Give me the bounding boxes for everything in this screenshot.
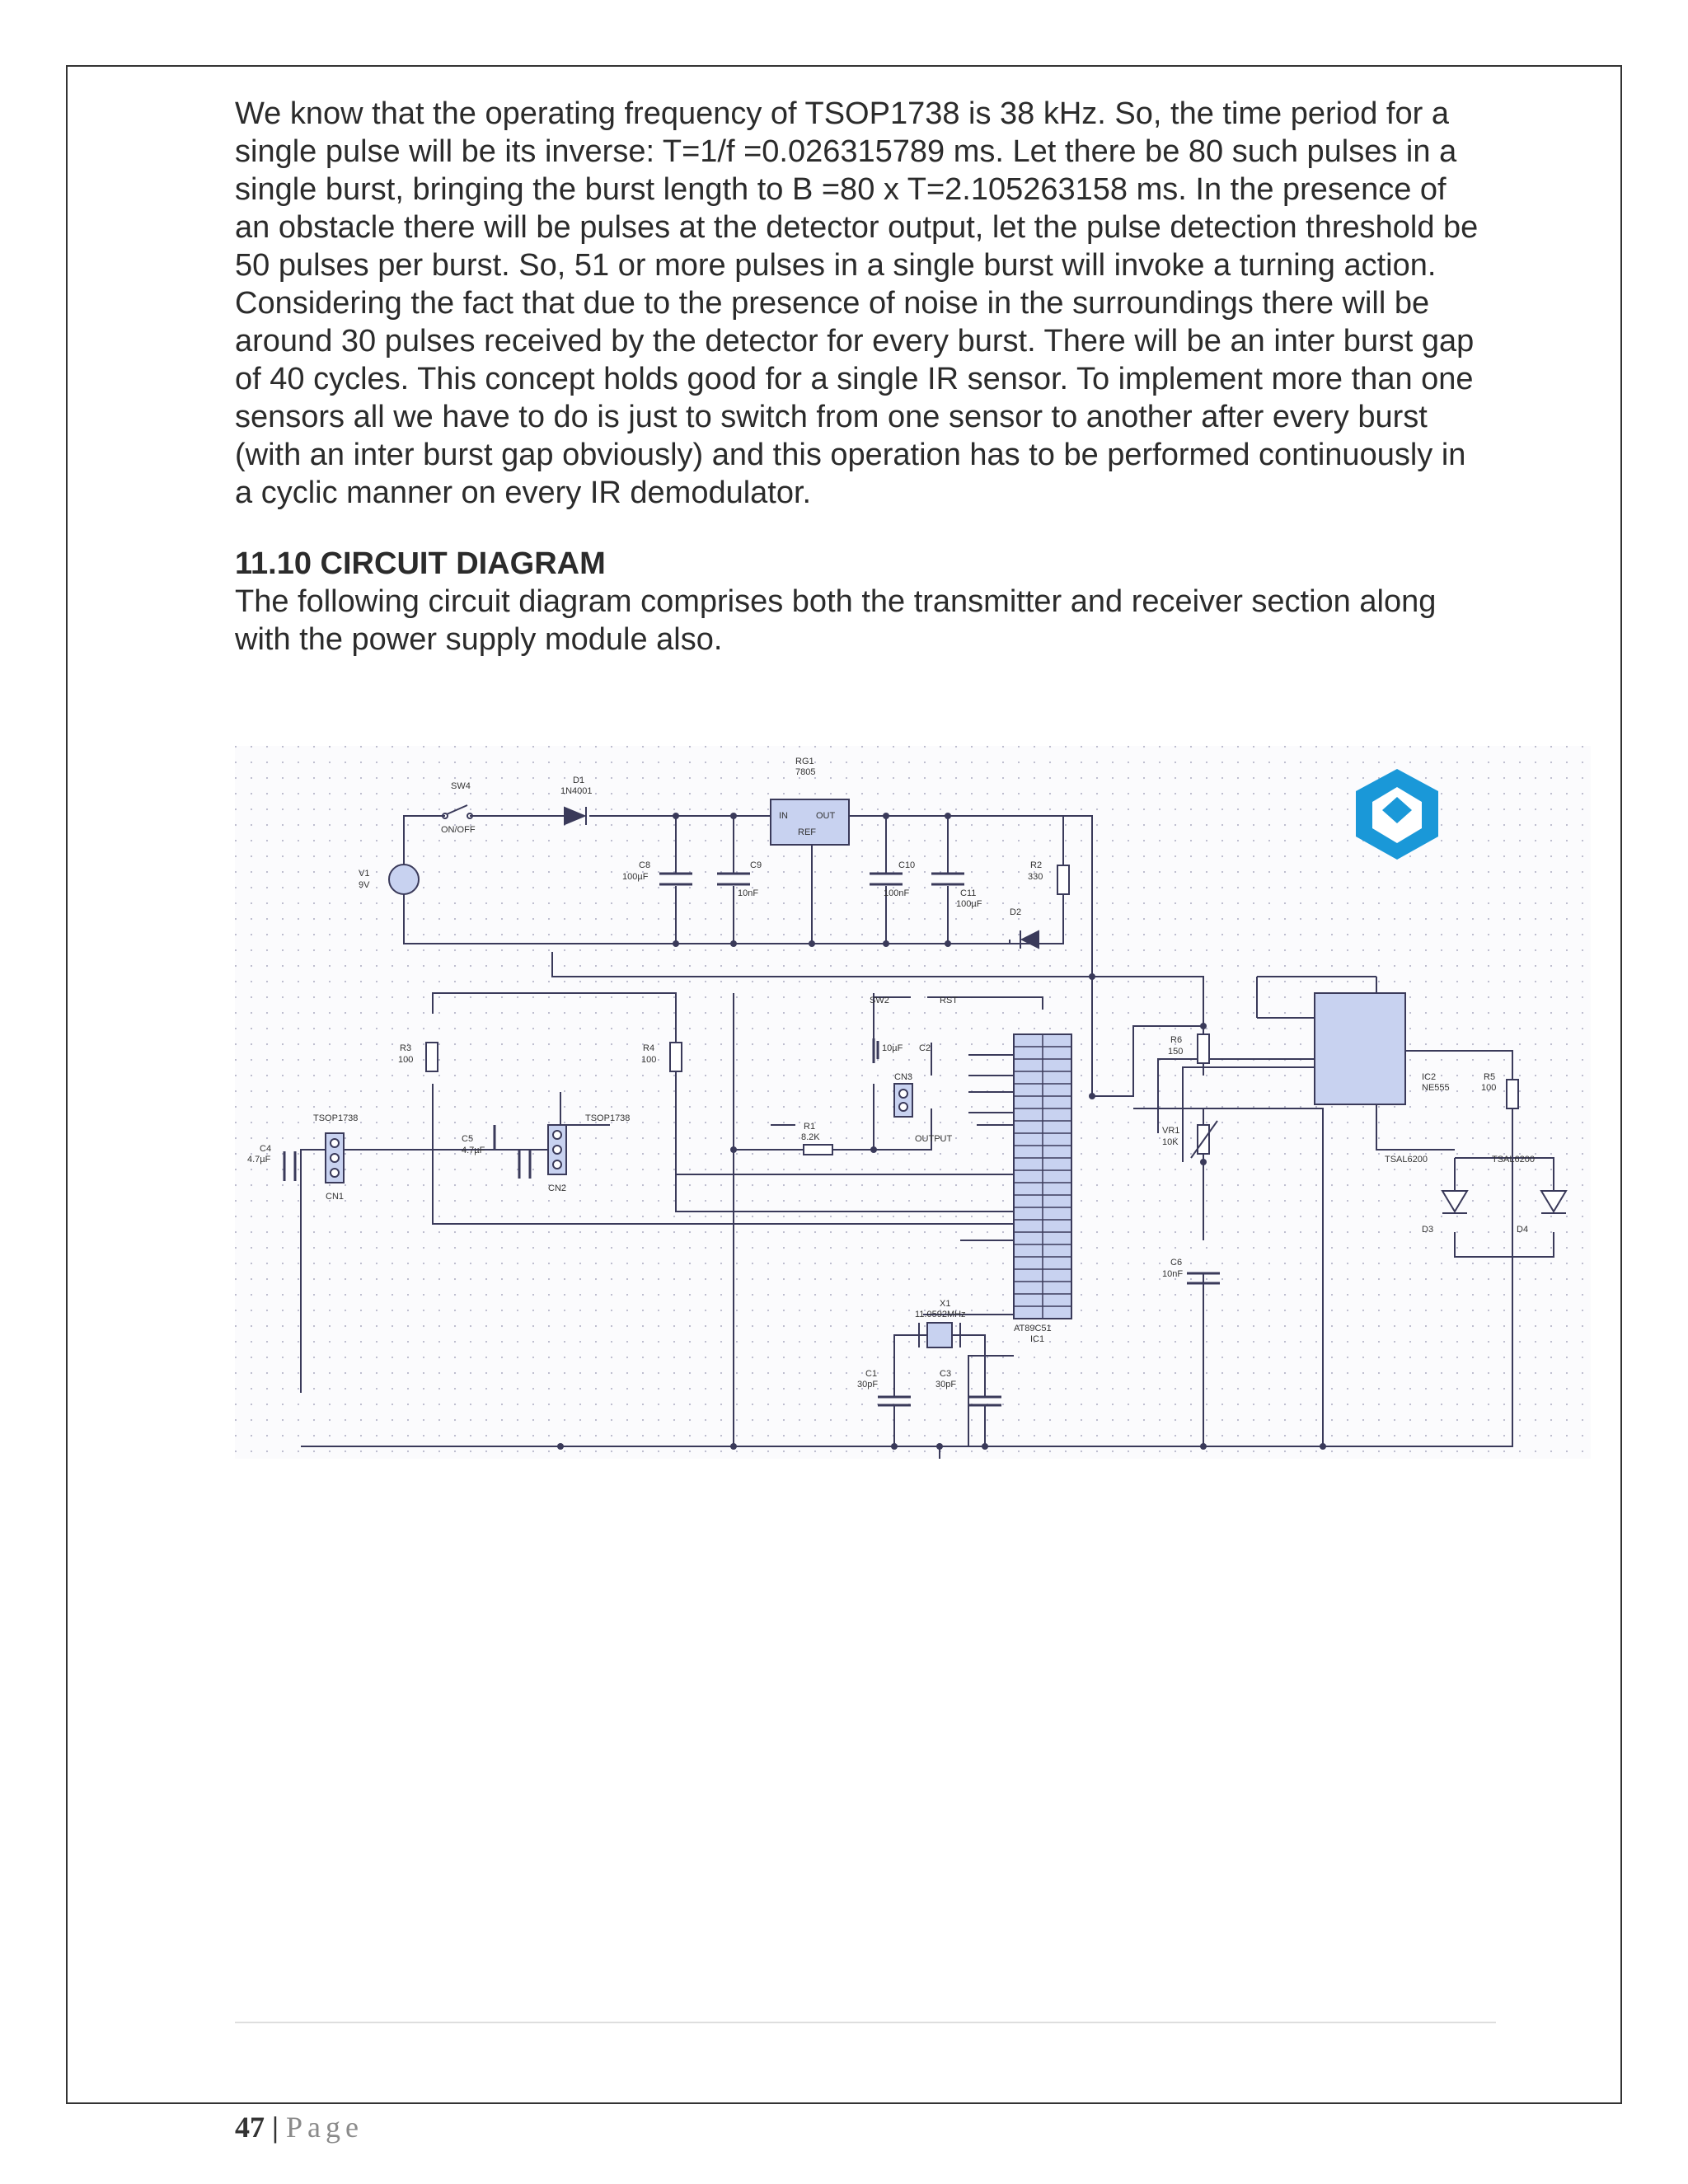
label-c3-val: 30pF — [935, 1380, 957, 1390]
label-r6: R6 — [1170, 1035, 1183, 1045]
label-c2: C2 — [919, 1043, 931, 1053]
label-rg1-part: 7805 — [795, 767, 816, 777]
label-r2-val: 330 — [1028, 872, 1043, 882]
label-vr1-val: 10K — [1162, 1137, 1179, 1147]
label-ic2-part: NE555 — [1422, 1083, 1450, 1093]
connector-cn3 — [894, 1084, 912, 1117]
label-c10: C10 — [898, 860, 916, 870]
circuit-diagram — [235, 746, 1591, 1459]
label-c11: C11 — [960, 888, 977, 898]
regulator-rg1 — [771, 799, 849, 845]
label-mcu: AT89C51 — [1014, 1324, 1052, 1333]
label-reg-in: IN — [779, 811, 788, 821]
footer-rule — [235, 2022, 1496, 2023]
label-c6-val: 10nF — [1162, 1269, 1184, 1279]
label-r6-val: 150 — [1168, 1047, 1184, 1057]
label-v1-val: 9V — [359, 880, 370, 890]
label-v1: V1 — [359, 869, 370, 879]
label-vr1: VR1 — [1162, 1126, 1180, 1136]
section-text: The following circuit diagram comprises both the transmitter and receiver section along with the power supply module also. — [235, 584, 1437, 657]
body-paragraph: We know that the operating frequency of TSOP1738 is 38 kHz. So, the time period for a single pulse will be its inverse: T=1/f =0.026315789 ms. Let there be 80 such pulses in a single burst, bringing the burst length to B =80 x T=2.105263158 ms. In the presence of an obstacle there will be pulses at the detector output, let the pulse detection threshold be 50 pulses per burst. So, 51 or more pulses in a single burst will invoke a turning action. Considering the fact that due to the presence of noise in the surroundings there will be around 30 pulses received by the detector for every burst. There will be an inter burst gap of 40 cycles. This concept holds good for a single IR sensor. To implement more than one sensors all we have to do is just to switch from one sensor to another after every burst (with an inter burst gap obviously) and this operation has to be performed continuously in a cyclic manner on every IR demodulator. — [235, 96, 1479, 510]
label-r1: R1 — [804, 1122, 816, 1132]
label-reg-out: OUT — [816, 811, 836, 821]
label-c1-val: 30pF — [857, 1380, 879, 1390]
label-mcu-ref: IC1 — [1030, 1334, 1045, 1344]
label-cn2: CN2 — [548, 1183, 567, 1193]
label-tsop-a: TSOP1738 — [313, 1113, 359, 1123]
label-d1: D1 — [573, 776, 585, 785]
page-number: 47 — [235, 2111, 265, 2144]
label-tsop-b: TSOP1738 — [585, 1113, 631, 1123]
label-c9: C9 — [750, 860, 762, 870]
label-c5: C5 — [462, 1134, 474, 1144]
label-r2: R2 — [1030, 860, 1043, 870]
page-content — [235, 95, 1488, 658]
label-r4-val: 100 — [641, 1055, 657, 1065]
label-c8: C8 — [639, 860, 651, 870]
label-x1: X1 — [940, 1299, 951, 1309]
label-led-b: TSAL6200 — [1492, 1155, 1535, 1165]
connector-cn1 — [326, 1133, 344, 1183]
label-output: OUTPUT — [915, 1134, 953, 1144]
label-led-a: TSAL6200 — [1385, 1155, 1428, 1165]
footer-separator: | — [272, 2111, 279, 2144]
label-rg1: RG1 — [795, 757, 814, 766]
page-label: Page — [285, 2111, 363, 2144]
label-c4: C4 — [260, 1144, 272, 1154]
label-c10-val: 100nF — [884, 888, 910, 898]
label-d1-part: 1N4001 — [560, 786, 593, 796]
label-c8-val: 100µF — [622, 872, 649, 882]
label-c5-val: 4.7µF — [462, 1146, 485, 1155]
timer-ic2 — [1315, 993, 1405, 1104]
label-sw4-state: ON/OFF — [441, 825, 476, 835]
label-ic2: IC2 — [1422, 1072, 1437, 1082]
label-cn1: CN1 — [326, 1192, 345, 1202]
label-c6: C6 — [1170, 1258, 1183, 1268]
label-r5: R5 — [1484, 1072, 1496, 1082]
label-reg-ref: REF — [798, 827, 816, 837]
label-c9-val: 10nF — [738, 888, 759, 898]
label-c1: C1 — [865, 1369, 878, 1379]
label-c2-val: 10µF — [882, 1043, 903, 1053]
connector-cn2 — [548, 1125, 566, 1174]
label-c4-val: 4.7µF — [247, 1155, 271, 1165]
label-r4: R4 — [643, 1043, 655, 1053]
section-heading: 11.10 CIRCUIT DIAGRAM — [235, 546, 606, 581]
label-d2: D2 — [1010, 907, 1022, 917]
label-r5-val: 100 — [1481, 1083, 1497, 1093]
label-sw4: SW4 — [451, 781, 471, 791]
label-d4: D4 — [1517, 1225, 1529, 1235]
label-r3-val: 100 — [398, 1055, 414, 1065]
label-rst: RST — [940, 996, 958, 1005]
label-c3: C3 — [940, 1369, 952, 1379]
label-r3: R3 — [400, 1043, 412, 1053]
label-sw2: SW2 — [870, 996, 889, 1005]
page-footer — [235, 2110, 363, 2144]
label-x1-val: 11.0592MHz — [915, 1310, 966, 1319]
label-d3: D3 — [1422, 1225, 1434, 1235]
label-cn3: CN3 — [894, 1072, 913, 1082]
battery-v1 — [389, 865, 419, 894]
label-c11-val: 100µF — [956, 899, 982, 909]
label-r1-val: 8.2K — [801, 1132, 820, 1142]
